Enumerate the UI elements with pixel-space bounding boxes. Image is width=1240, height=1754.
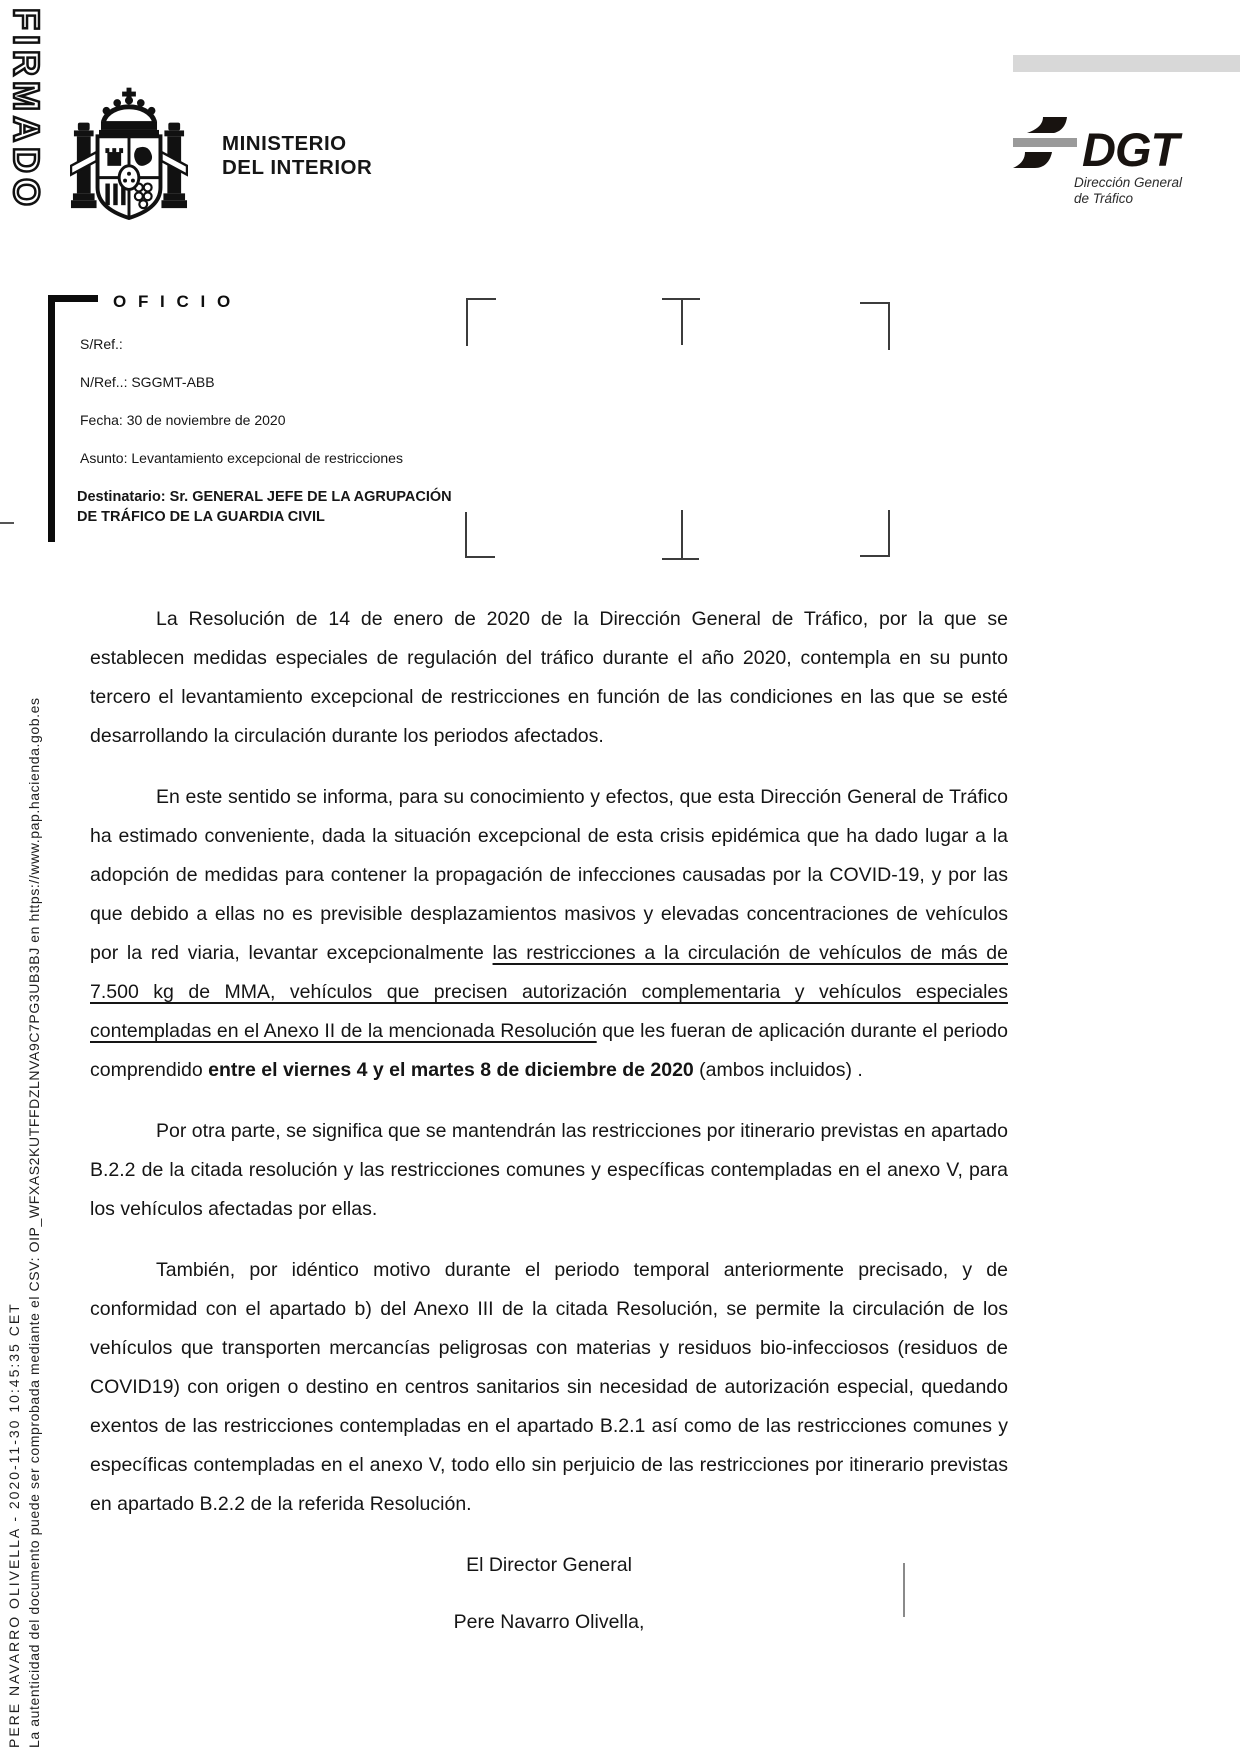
spain-coat-of-arms-icon — [70, 86, 188, 226]
signature-title: El Director General — [466, 1554, 632, 1576]
ministry-name — [222, 132, 372, 179]
signature-block — [90, 1546, 1008, 1642]
dgt-name-line1: Dirección General — [1074, 175, 1183, 190]
paragraph-1: La Resolución de 14 de enero de 2020 de la Dirección General de Tráfico, por la que se establecen medidas especiales de regulación del tráfico durante el año 2020, contempla en su punto tercero el levantamiento excepcional de restricciones en función de las condiciones en las que se esté desarrollando la circulación durante los periodos afectados. — [90, 608, 1008, 747]
letter-body — [90, 600, 1008, 1660]
crop-mark-bottom-right-h — [860, 555, 890, 557]
crop-mark-top-center-v — [681, 298, 683, 345]
paragraph-2 — [90, 778, 1008, 1090]
signer-timestamp-vertical: PERE NAVARRO OLIVELLA - 2020-11-30 10:45:35 CET — [6, 1302, 22, 1748]
sref-line: S/Ref.: — [80, 336, 123, 352]
paragraph-2-underlined: las restricciones a la circulación de vehículos de más de 7.500 kg de MMA, vehículos que precisen autorización complementaria y vehículos especiales contempladas en el Anexo II de la mencionada Resolución — [90, 942, 1008, 1042]
firmado-stamp: FIRMADO — [6, 8, 47, 211]
dgt-acronym: DGT — [1082, 123, 1179, 176]
left-margin-dash — [0, 522, 14, 524]
destinatario-line2: DE TRÁFICO DE LA GUARDIA CIVIL — [77, 509, 325, 525]
oficio-title: O F I C I O — [113, 292, 234, 311]
destinatario-line1: Destinatario: Sr. GENERAL JEFE DE LA AGRUPACIÓN — [77, 489, 452, 505]
crop-mark-bottom-right-v — [888, 510, 890, 557]
crop-mark-bottom-left-h — [465, 556, 495, 558]
paragraph-2-pre: En este sentido se informa, para su conocimiento y efectos, que esta Dirección General de Tráfico ha estimado conveniente, dada la situación excepcional de esta crisis epidémica que ha dado lugar a la adopción de medidas para contener la propagación de infecciones causadas por la COVID-19, y por las que debido a ellas no es previsible desplazamientos masivos y elevadas concentraciones de vehículos por la red viaria, levantar excepcionalmente — [90, 786, 1008, 964]
crop-mark-bottom-center-h — [662, 558, 699, 560]
paragraph-2-post: (ambos incluidos) . — [693, 1059, 863, 1081]
crop-mark-bottom-left-v — [465, 512, 467, 558]
oficio-bracket-left — [48, 295, 55, 542]
nref-line: N/Ref..: SGGMT-ABB — [80, 374, 215, 390]
dgt-full-name — [1074, 175, 1182, 206]
crop-mark-top-right-v — [888, 302, 890, 350]
crop-mark-top-left-v — [466, 298, 468, 346]
paragraph-2-bold: entre el viernes 4 y el martes 8 de diciembre de 2020 — [208, 1059, 694, 1081]
oficio-bracket-top — [48, 295, 98, 302]
header-gray-bar — [1013, 55, 1240, 72]
dgt-logo-icon — [1013, 117, 1079, 179]
fecha-line: Fecha: 30 de noviembre de 2020 — [80, 412, 286, 428]
dgt-name-line2: de Tráfico — [1074, 190, 1134, 206]
paragraph-2-mid: que les fueran de aplicación durante el periodo comprendido — [90, 1020, 1008, 1081]
paragraph-4: También, por idéntico motivo durante el periodo temporal anteriormente precisado, y de conformidad con el apartado b) del Anexo III de la citada Resolución, se permite la circulación de los vehículos que transporten mercancías peligrosas con materias y residuos bio-infecciosos (residuos de COVID19) con origen o destino en centros sanitarios sin necesidad de autorización especial, quedando exentos de las restricciones contempladas en el apartado B.2.1 así como de las restricciones comunes y específicas contempladas en el anexo V, todo ello sin perjuicio de las restricciones por itinerario previstas en apartado B.2.2 de la referida Resolución. — [90, 1259, 1008, 1515]
csv-verification-vertical: La autenticidad del documento puede ser comprobada mediante el CSV: OIP_WFXAS2KUTFFDZLNVA9C7PG3UB3BJ en https://www.pap.hacienda.gob.es — [26, 697, 42, 1748]
signature-side-tick — [903, 1563, 905, 1617]
crop-mark-top-left-h — [466, 298, 496, 300]
crop-mark-bottom-center-v — [681, 510, 683, 560]
ministry-line2: DEL INTERIOR — [222, 155, 373, 179]
crop-mark-top-right-h — [860, 302, 890, 304]
paragraph-3: Por otra parte, se significa que se mantendrán las restricciones por itinerario previstas en apartado B.2.2 de la citada resolución y las restricciones comunes y específicas contempladas en el anexo V, para los vehículos afectadas por ellas. — [90, 1120, 1008, 1220]
asunto-line: Asunto: Levantamiento excepcional de restricciones — [80, 450, 403, 466]
signature-name: Pere Navarro Olivella, — [453, 1611, 645, 1633]
ministry-line1: MINISTERIO — [222, 132, 347, 155]
